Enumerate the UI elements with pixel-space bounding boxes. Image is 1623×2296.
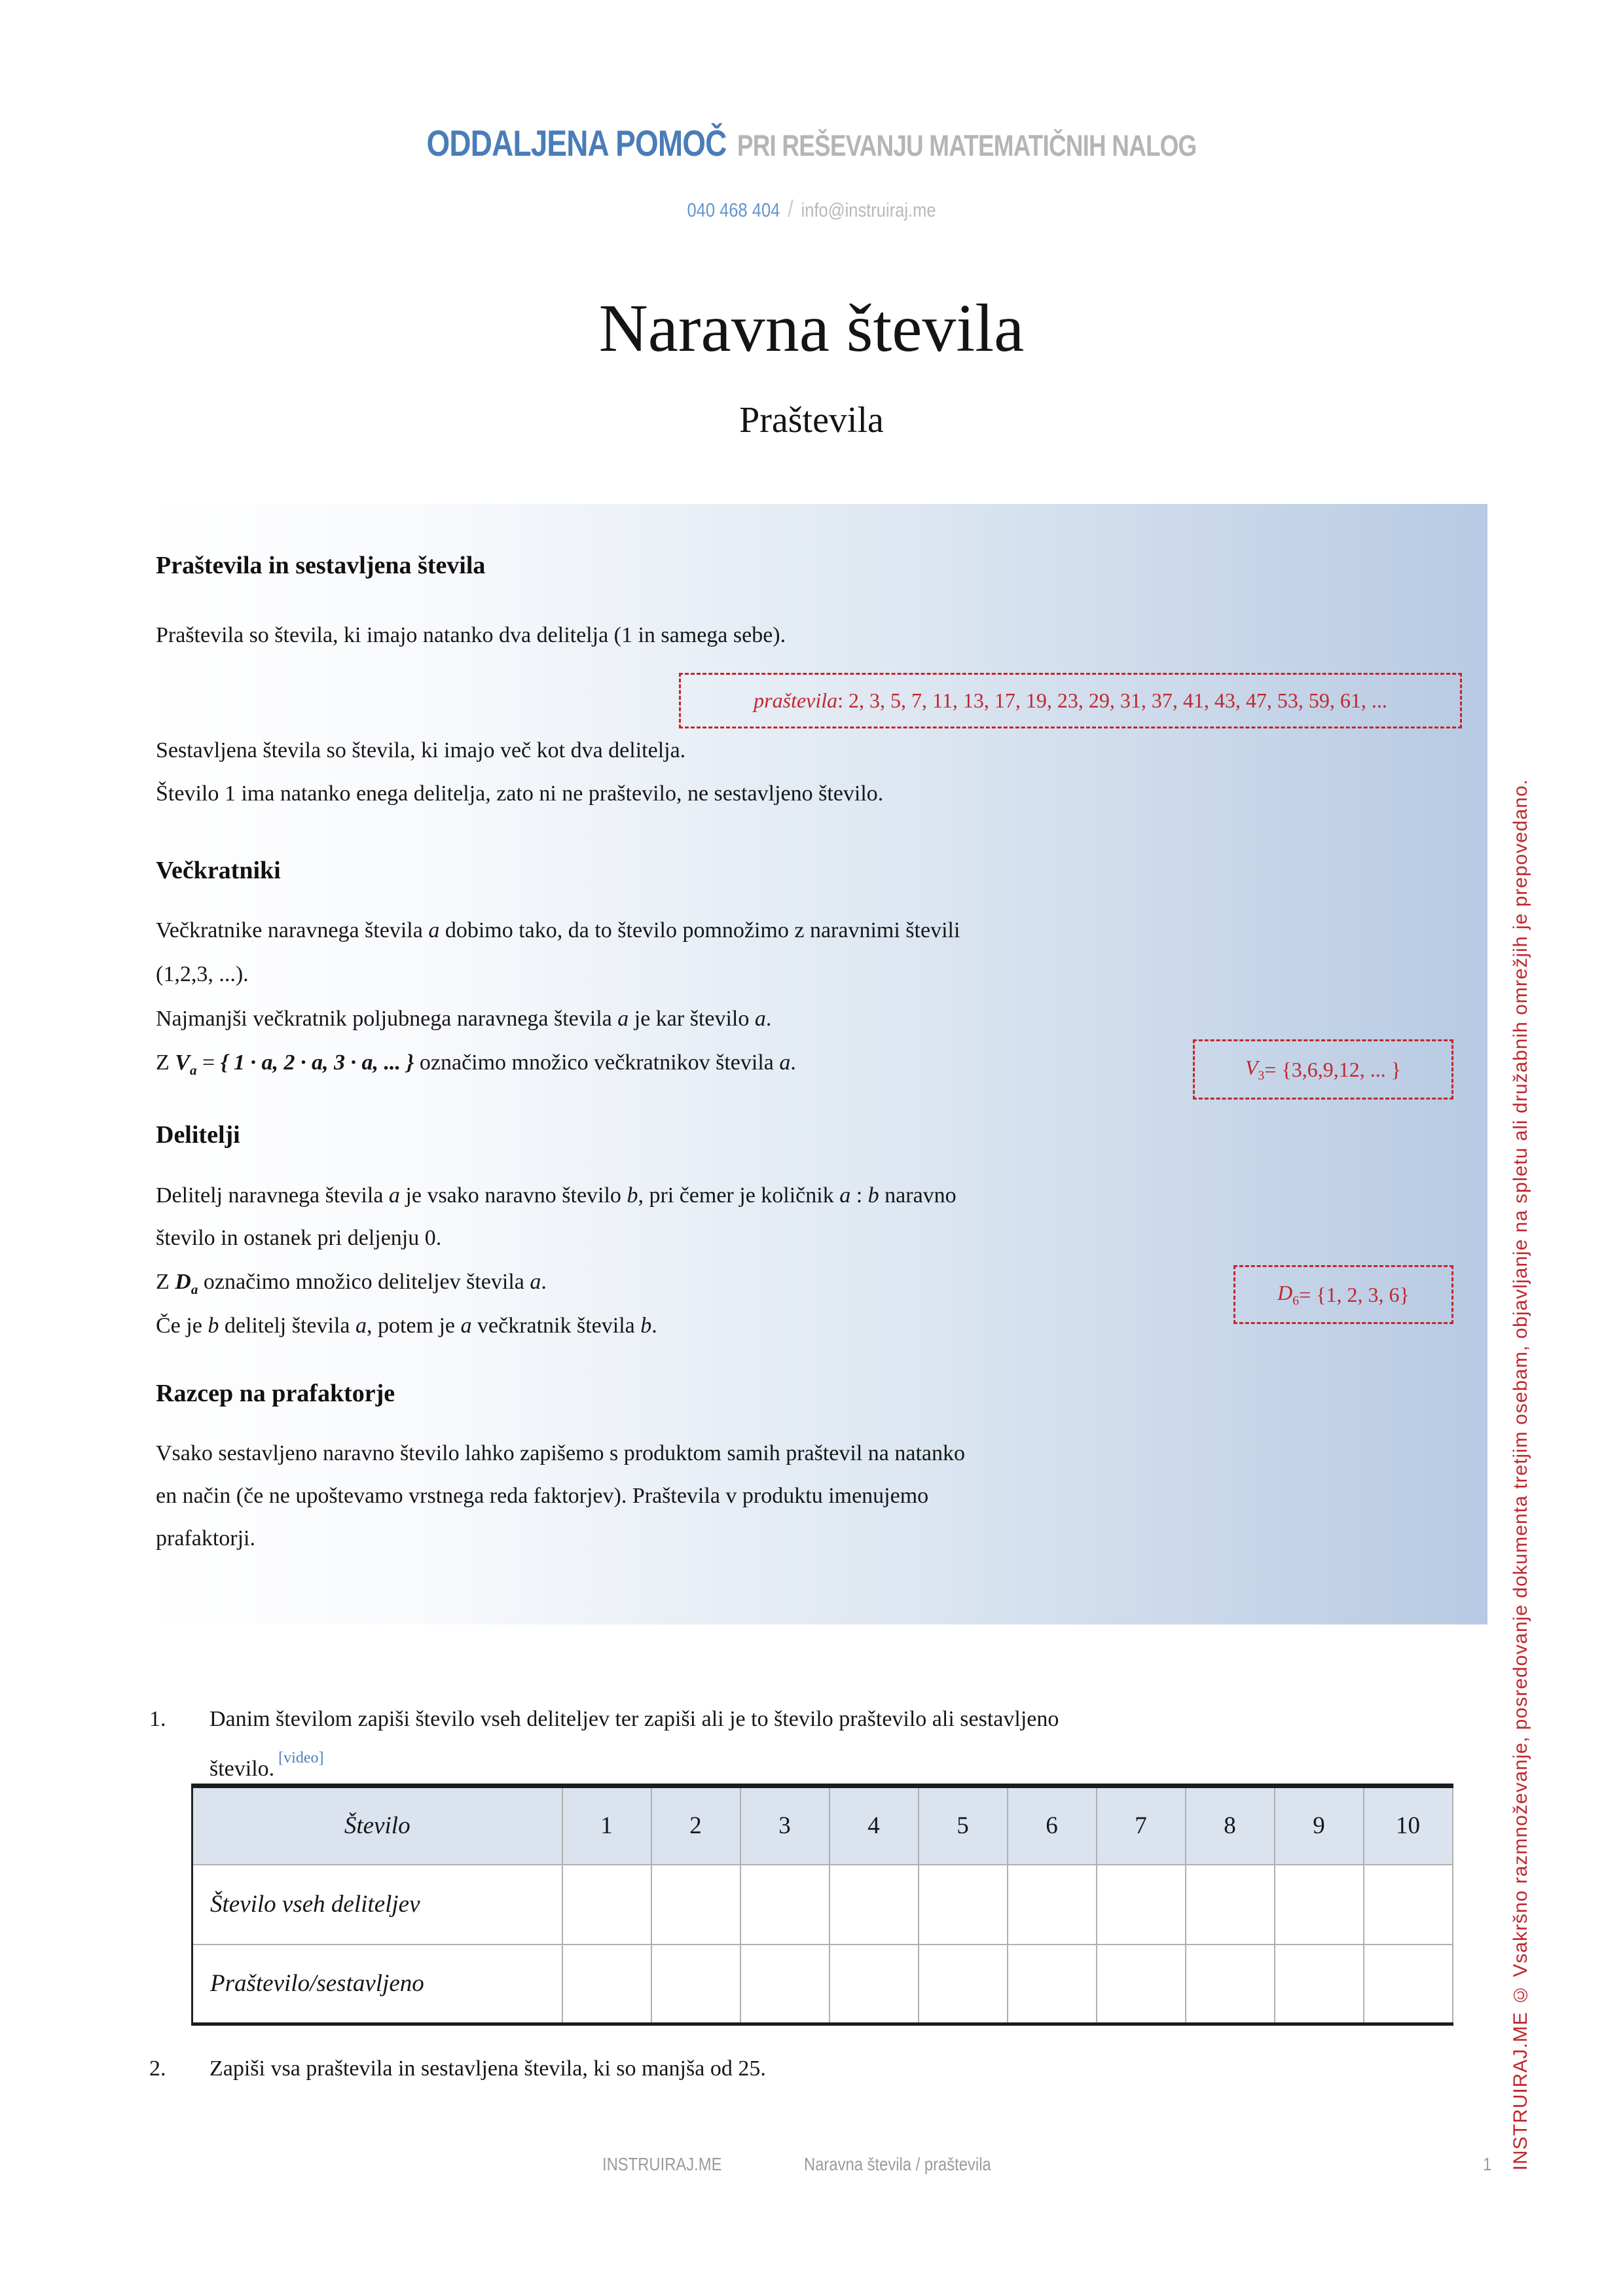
math-set-symbol: $V_a$ [175, 1050, 197, 1078]
table-cell-empty [1275, 1945, 1364, 2024]
multiples-note-values: = {3,6,9,12, ... } [1264, 1057, 1402, 1081]
table-cell-empty [1186, 1865, 1275, 1945]
math-var: a [530, 1270, 541, 1294]
brand-name: ODDALJENA POMOČ [426, 122, 727, 164]
video-link[interactable]: [video] [278, 1749, 324, 1767]
paragraph: (1,2,3, ...). [156, 962, 249, 986]
multiples-note-symbol: $V_3$ [1245, 1055, 1265, 1083]
table-cell-empty [562, 1865, 651, 1945]
paragraph: Z $D_a$ označimo množico deliteljev števila a. [156, 1270, 547, 1297]
contact-line [122, 195, 1501, 223]
math-var: a [617, 1007, 629, 1031]
footer-page-number: 1 [1483, 2154, 1492, 2174]
section-heading-primes: Praštevila in sestavljena števila [156, 552, 486, 579]
paragraph: Večkratnike naravnega števila a dobimo tako, da to število pomnožimo z naravnimi števili [156, 918, 960, 942]
paragraph: Delitelj naravnega števila a je vsako naravno število b, pri čemer je količnik a : b naravno [156, 1183, 957, 1208]
math-var: b [627, 1183, 638, 1208]
section-heading-multiples: Večkratniki [156, 857, 281, 884]
divisors-note-values: = {1, 2, 3, 6} [1299, 1282, 1410, 1306]
math-var: a [754, 1007, 766, 1031]
table-cell-empty [1008, 1945, 1097, 2024]
table-header-cell: 8 [1186, 1786, 1275, 1865]
table-header-cell: 9 [1275, 1786, 1364, 1865]
table-cell-empty [562, 1945, 651, 2024]
theory-panel [145, 504, 1487, 1624]
paragraph: prafaktorji. [156, 1526, 255, 1551]
exercise-1-number: 1. [149, 1707, 166, 1731]
copyright-side-note: INSTRUIRAJ.ME © Vsakršno razmnoževanje, posredovanje dokumenta tretjim osebam, objavljanje na spletu ali družabnih omrežjih je prepovedano. [1510, 778, 1531, 2170]
table-row-label: Število vseh deliteljev [192, 1865, 562, 1945]
paragraph: Število 1 ima natanko enega delitelja, zato ni ne praštevilo, ne sestavljeno število. [156, 781, 884, 806]
paragraph: Najmanjši večkratnik poljubnega naravnega števila a je kar število a. [156, 1007, 772, 1031]
table-cell-empty [919, 1945, 1008, 2024]
section-heading-divisors: Delitelji [156, 1121, 240, 1149]
paragraph: Z $V_a$ = { 1 · a, 2 · a, 3 · a, ... } označimo množico večkratnikov števila a. [156, 1050, 796, 1078]
paragraph: Če je b delitelj števila a, potem je a večkratnik števila b. [156, 1314, 657, 1338]
table-header-row [192, 1786, 1453, 1865]
exercise-2-number: 2. [149, 2056, 166, 2081]
table-cell-empty [830, 1945, 919, 2024]
table-cell-empty [1364, 1945, 1453, 2024]
math-var: a [839, 1183, 851, 1208]
paragraph: število in ostanek pri deljenju 0. [156, 1226, 442, 1250]
table-header-cell: 6 [1008, 1786, 1097, 1865]
table-cell-empty [1186, 1945, 1275, 2024]
primes-note-label: praštevila [754, 689, 838, 712]
exercise-1-text-line1: Danim številom zapiši število vseh deliteljev ter zapiši ali je to število praštevilo ali sestavljeno [210, 1707, 1059, 1731]
table-header-cell: 5 [919, 1786, 1008, 1865]
math-set-symbol: $D_a$ [175, 1270, 198, 1297]
math-var: a [428, 918, 440, 942]
exercise-2-text: Zapiši vsa praštevila in sestavljena števila, ki so manjša od 25. [210, 2056, 766, 2081]
table-cell-empty [830, 1865, 919, 1945]
page-title: Naravna števila [598, 291, 1025, 366]
section-heading-factorization: Razcep na prafaktorje [156, 1380, 395, 1407]
footer-brand: INSTRUIRAJ.ME [602, 2154, 722, 2174]
math-var: b [867, 1183, 879, 1208]
table-cell-empty [1364, 1865, 1453, 1945]
math-var: a [779, 1050, 791, 1075]
footer-doc-title: Naravna števila / praštevila [804, 2154, 991, 2174]
math-var: a [460, 1314, 472, 1338]
letterhead [146, 122, 1477, 164]
table-cell-empty [1008, 1865, 1097, 1945]
table-cell-empty [740, 1865, 830, 1945]
paragraph: en način (če ne upoštevamo vrstnega reda faktorjev). Praštevila v produktu imenujemo [156, 1484, 929, 1508]
table-row [192, 1945, 1453, 2024]
math-var: b [208, 1314, 219, 1338]
table-cell-empty [651, 1945, 740, 2024]
table-cell-empty [651, 1865, 740, 1945]
separator-slash: / [788, 195, 793, 222]
math-var: a [355, 1314, 367, 1338]
math-var: b [640, 1314, 652, 1338]
paragraph: Sestavljena števila so števila, ki imajo več kot dva delitelja. [156, 738, 686, 762]
table-row [192, 1865, 1453, 1945]
primes-note-box [679, 673, 1462, 728]
table-header-label: Število [192, 1786, 562, 1865]
divisors-note-box [1233, 1265, 1453, 1324]
multiples-note-box [1193, 1039, 1453, 1100]
divisors-note-symbol: $D_6$ [1277, 1280, 1300, 1308]
table-header-cell: 3 [740, 1786, 830, 1865]
table-cell-empty [740, 1945, 830, 2024]
math-var: a [388, 1183, 400, 1208]
primes-note-values: : 2, 3, 5, 7, 11, 13, 17, 19, 23, 29, 31, 37, 41, 43, 47, 53, 59, 61, ... [837, 689, 1387, 712]
paragraph: Praštevila so števila, ki imajo natanko dva delitelja (1 in samega sebe). [156, 623, 786, 647]
brand-tagline: PRI REŠEVANJU MATEMATIČNIH NALOG [737, 129, 1197, 162]
email-address: info@instruiraj.me [801, 200, 936, 221]
phone-number: 040 468 404 [687, 200, 780, 221]
divisor-table [191, 1784, 1453, 2026]
table-header-cell: 1 [562, 1786, 651, 1865]
table-header-cell: 10 [1364, 1786, 1453, 1865]
table-header-cell: 7 [1097, 1786, 1186, 1865]
table-cell-empty [919, 1865, 1008, 1945]
paragraph: Vsako sestavljeno naravno število lahko zapišemo s produktom samih praštevil na natanko [156, 1441, 966, 1465]
table-cell-empty [1097, 1865, 1186, 1945]
math-set-body: { 1 · a, 2 · a, 3 · a, ... } [220, 1050, 414, 1075]
exercise-1-text-line2: število. [video] [210, 1749, 324, 1781]
table-row-label: Praštevilo/sestavljeno [192, 1945, 562, 2024]
table-header-cell: 4 [830, 1786, 919, 1865]
table-cell-empty [1275, 1865, 1364, 1945]
table-header-cell: 2 [651, 1786, 740, 1865]
table-cell-empty [1097, 1945, 1186, 2024]
page-subtitle: Praštevila [739, 400, 884, 440]
